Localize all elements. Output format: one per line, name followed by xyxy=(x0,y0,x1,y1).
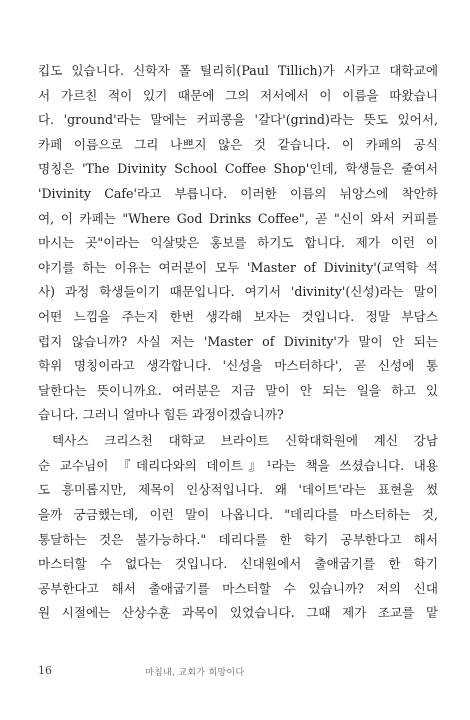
text-line: 'Divinity Cafe'라고 부릅니다. 이러한 이름의 뉘앙스에 착안하 xyxy=(38,185,438,201)
text-line: 학위 명칭이라고 생각합니다. '신성을 마스터하다', 곧 신성에 통 xyxy=(38,358,438,374)
text-line: 여, 이 카페는 "Where God Drinks Coffee", 곧 "신이 와서 커피를 xyxy=(38,210,438,226)
text-line: 을까 궁금했는데, 이런 말이 나옵니다. "데리다를 마스터하는 것, xyxy=(38,507,438,523)
text-line: 카페 이름으로 그리 나쁘지 않은 것 같습니다. 이 카페의 공식 xyxy=(38,136,438,152)
text-line: 서 가르친 적이 있기 때문에 그의 저서에서 이 이름을 따왔습니 xyxy=(38,87,438,103)
text-line: 마스터할 수 없다는 것입니다. 신대원에서 출애굽기를 한 학기 xyxy=(38,556,438,572)
body-text xyxy=(38,59,438,626)
text-line: 순 교수님이 『데리다와의 데이트』¹라는 책을 쓰셨습니다. 내용 xyxy=(38,457,438,473)
text-line: 다. 'ground'라는 말에는 커피콩을 '갈다'(grind)라는 뜻도 있어서, xyxy=(38,112,438,128)
text-line: 공부한다고 해서 출애굽기를 마스터할 수 있습니까? 저의 신대 xyxy=(38,580,438,596)
text-line: 럽지 않습니까? 사실 저는 'Master of Divinity'가 말이 안 되는 xyxy=(38,333,438,349)
text-line: 마시는 곳"이라는 익살맞은 홍보를 하기도 합니다. 제가 이런 이 xyxy=(38,235,438,251)
text-line: 어떤 느낌을 주는지 한번 생각해 보자는 것입니다. 정말 부담스 xyxy=(38,308,438,324)
text-line: 야기를 하는 이유는 여러분이 모두 'Master of Divinity'(교역학 석 xyxy=(38,259,438,275)
text-line: 도 흥미롭지만, 제목이 인상적입니다. 왜 '데이트'라는 표현을 썼 xyxy=(38,482,438,498)
text-line: 통달하는 것은 불가능하다." 데리다를 한 학기 공부한다고 해서 xyxy=(38,531,438,547)
text-line: 사) 과정 학생들이기 때문입니다. 여기서 'divinity'(신성)라는 말이 xyxy=(38,284,438,300)
text-line: 텍사스 크리스천 대학교 브라이트 신학대학원에 계신 강남 xyxy=(52,433,438,449)
text-line: 습니다. 그러니 얼마나 힘든 과정이겠습니까? xyxy=(38,407,284,423)
text-line: 달한다는 뜻이니까요. 여러분은 지금 말이 안 되는 일을 하고 있 xyxy=(38,382,438,398)
text-line: 명칭은 'The Divinity School Coffee Shop'인데, 학생들은 줄여서 xyxy=(38,161,438,177)
page-number: 16 xyxy=(38,664,52,677)
running-title: 마침내, 교회가 희망이다 xyxy=(145,668,245,678)
text-line: 원 시절에는 산상수훈 과목이 있었습니다. 그때 제가 조교를 맡 xyxy=(38,605,438,621)
page-footer xyxy=(38,664,438,680)
text-line: 킵도 있습니다. 신학자 폴 틸리히(Paul Tillich)가 시카고 대학교에 xyxy=(38,63,438,78)
